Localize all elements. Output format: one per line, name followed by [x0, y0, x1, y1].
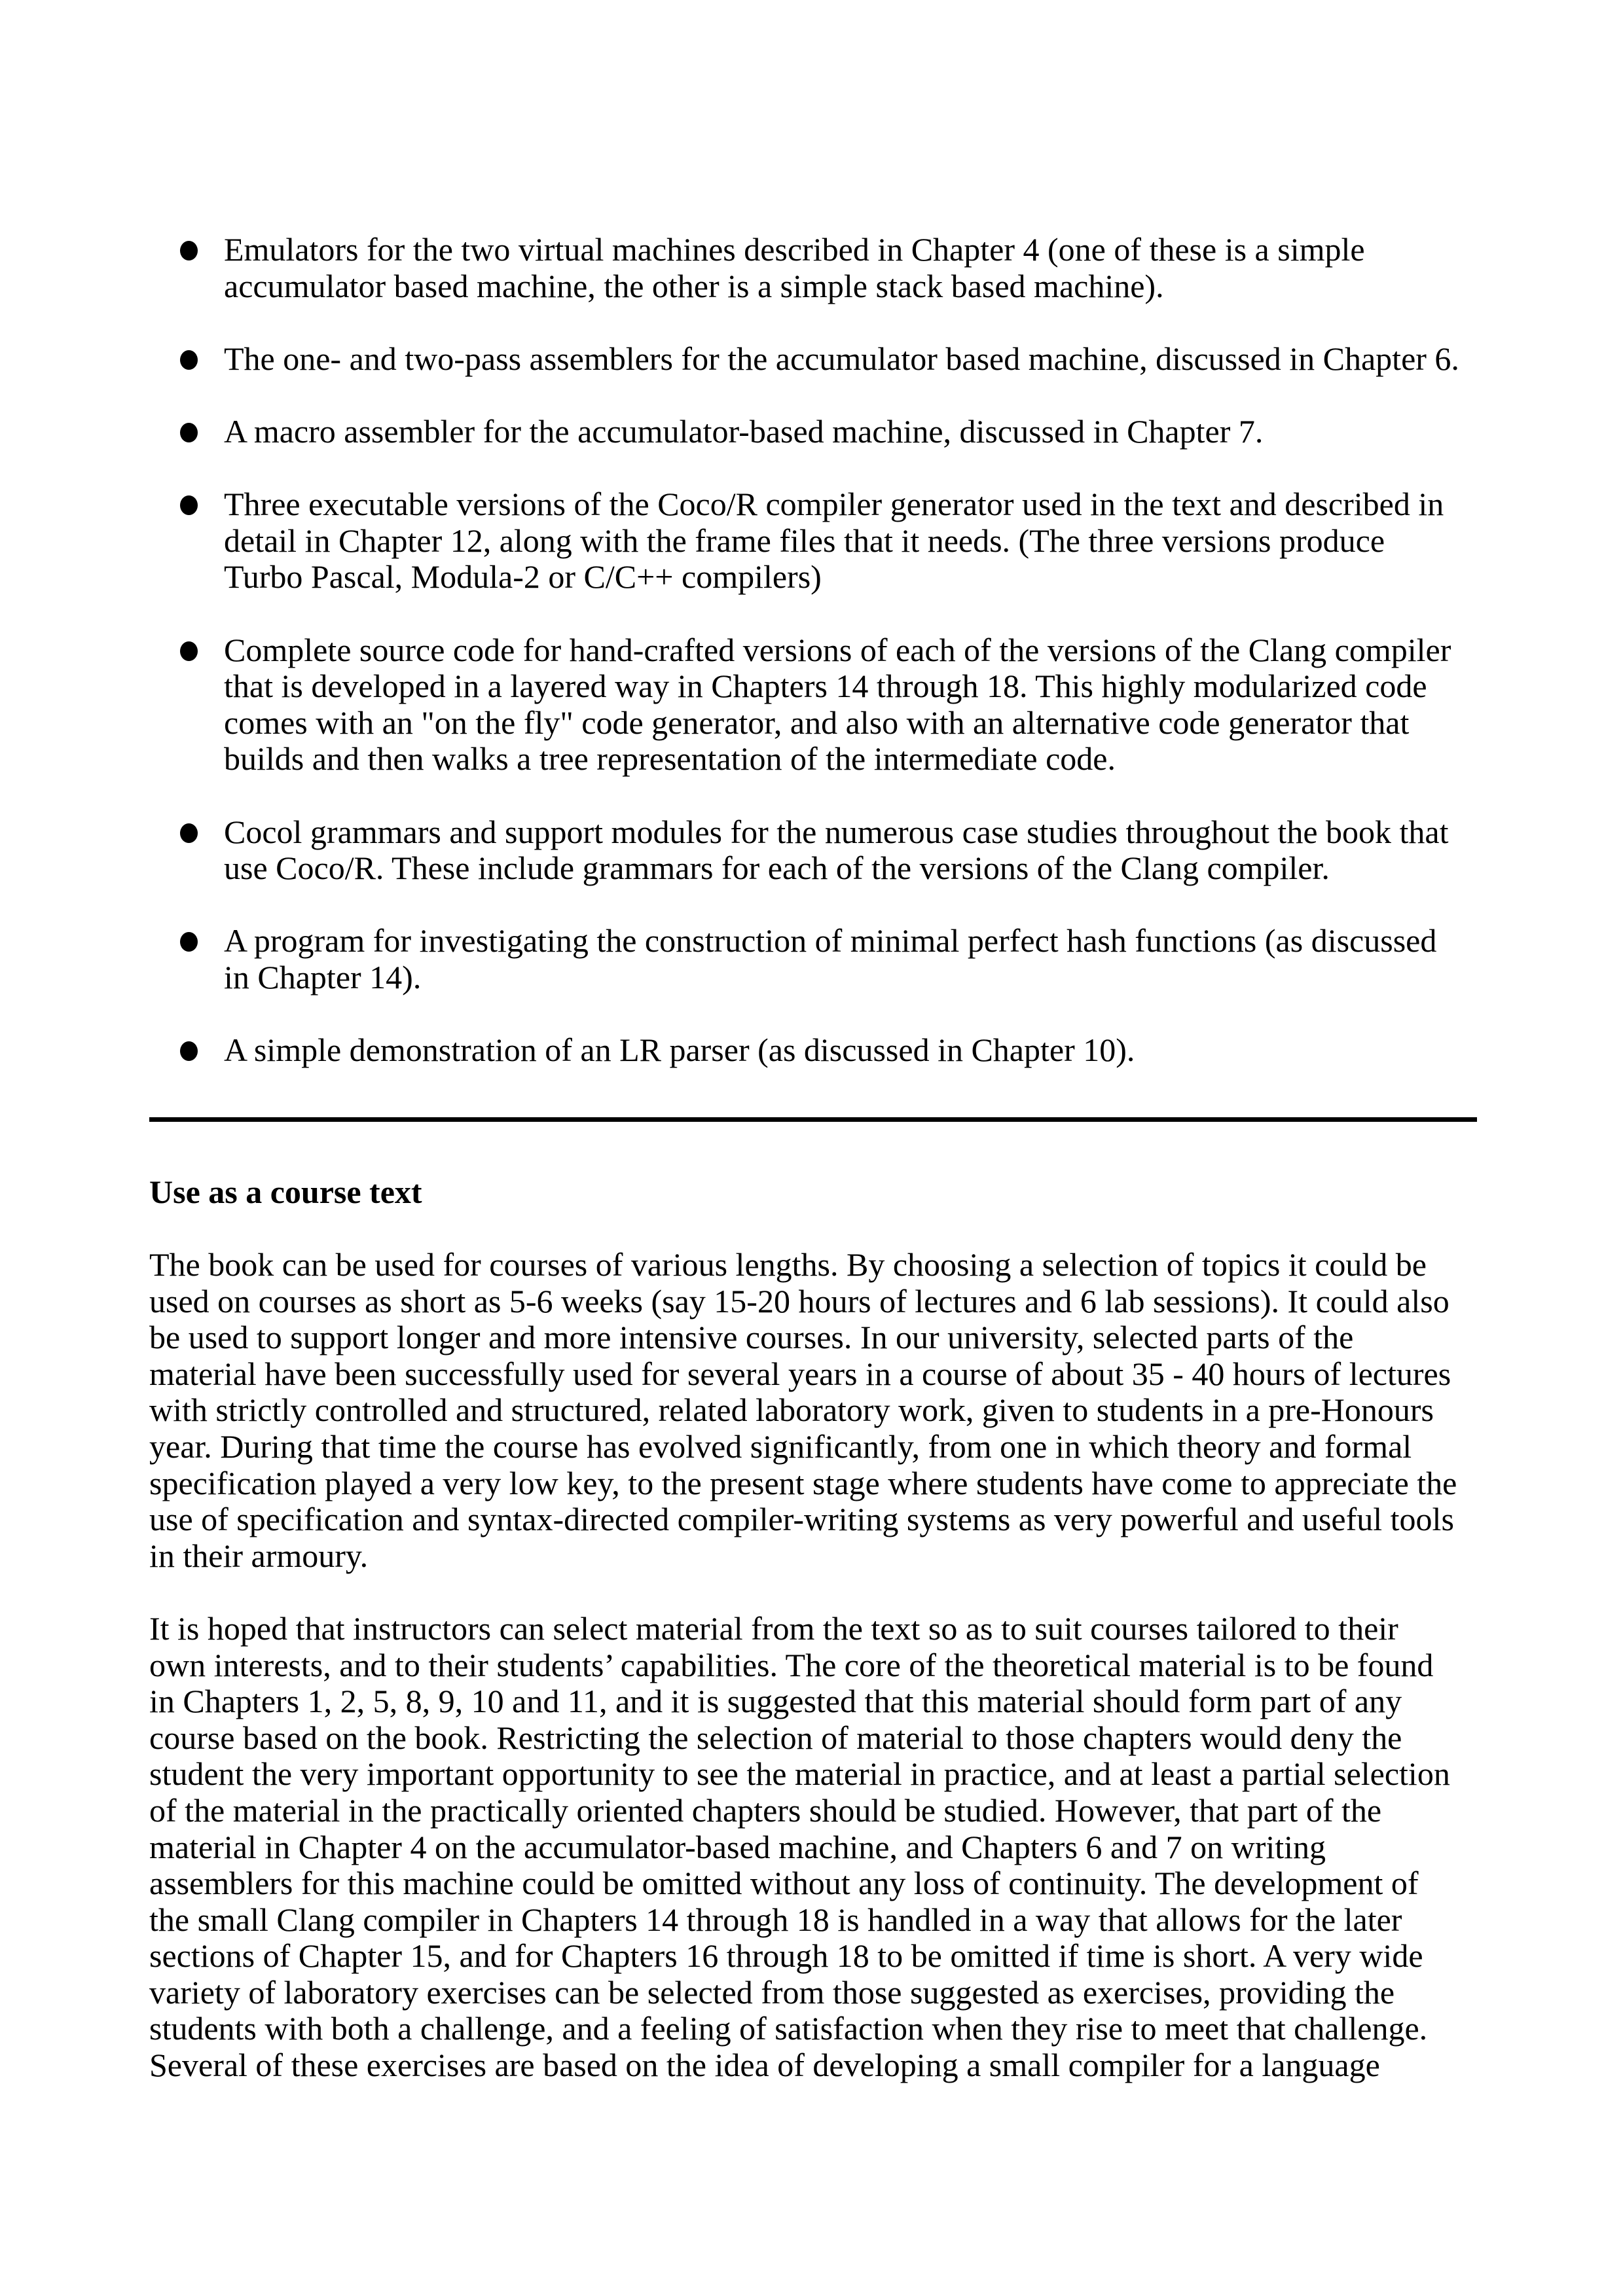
- list-item: [0, 232, 1474, 304]
- list-item: [0, 923, 1474, 996]
- list-item: [0, 814, 1474, 887]
- horizontal-rule: [149, 1117, 1477, 1122]
- text-line: material in Chapter 4 on the accumulator-based machine, and Chapters 6 and 7 on writing: [149, 1828, 1326, 1865]
- bullet-icon: [180, 1041, 198, 1061]
- text-line: year. During that time the course has evolved significantly, from one in which theory and formal: [149, 1427, 1412, 1465]
- text-line: with strictly controlled and structured, related laboratory work, given to students in a pre-Honours: [149, 1391, 1434, 1429]
- paragraph: [149, 1611, 1478, 2084]
- list-item: [0, 341, 1474, 378]
- text-line: own interests, and to their students’ capabilities. The core of the theoretical material is to be found: [149, 1646, 1434, 1683]
- list-item: [0, 414, 1474, 450]
- bullet-icon: [180, 241, 198, 260]
- text-line: assemblers for this machine could be omitted without any loss of continuity. The development of: [149, 1865, 1419, 1902]
- text-line: use Coco/R. These include grammars for each of the versions of the Clang compiler.: [224, 850, 1330, 887]
- bullet-icon: [180, 495, 198, 515]
- text-line: builds and then walks a tree representation of the intermediate code.: [224, 740, 1116, 778]
- text-line: A simple demonstration of an LR parser (as discussed in Chapter 10).: [224, 1031, 1135, 1069]
- paragraph: [149, 1247, 1478, 1574]
- text-line: students with both a challenge, and a feeling of satisfaction when they rise to meet that challenge.: [149, 2010, 1428, 2047]
- text-line: in their armoury.: [149, 1537, 369, 1574]
- text-line: the small Clang compiler in Chapters 14 through 18 is handled in a way that allows for the later: [149, 1901, 1402, 1938]
- bullet-icon: [180, 641, 198, 661]
- text-line: A macro assembler for the accumulator-based machine, discussed in Chapter 7.: [224, 412, 1264, 450]
- text-line: specification played a very low key, to the present stage where students have come to appreciate the: [149, 1464, 1457, 1501]
- text-line: Several of these exercises are based on the idea of developing a small compiler for a language: [149, 2047, 1380, 2084]
- list-item: [0, 632, 1474, 778]
- bullet-icon: [180, 350, 198, 370]
- text-line: that is developed in a layered way in Chapters 14 through 18. This highly modularized code: [224, 668, 1427, 705]
- document-page: [0, 231, 1623, 2084]
- text-line: in Chapters 1, 2, 5, 8, 9, 10 and 11, and it is suggested that this material should form part of any: [149, 1683, 1402, 1720]
- bullet-icon: [180, 823, 198, 843]
- text-line: material have been successfully used for several years in a course of about 35 - 40 hours of lectures: [149, 1355, 1451, 1392]
- text-line: variety of laboratory exercises can be selected from those suggested as exercises, providing the: [149, 1973, 1395, 2011]
- text-line: The one- and two-pass assemblers for the accumulator based machine, discussed in Chapter 6.: [224, 340, 1459, 377]
- text-line: Emulators for the two virtual machines described in Chapter 4 (one of these is a simple: [224, 231, 1365, 268]
- list-item: [0, 486, 1474, 596]
- text-line: accumulator based machine, the other is a simple stack based machine).: [224, 267, 1164, 304]
- text-line: student the very important opportunity to see the material in practice, and at least a partial selection: [149, 1755, 1450, 1793]
- text-line: comes with an "on the fly" code generator, and also with an alternative code generator that: [224, 704, 1410, 741]
- text-line: sections of Chapter 15, and for Chapters 16 through 18 to be omitted if time is short. A very wide: [149, 1937, 1423, 1975]
- text-line: used on courses as short as 5-6 weeks (say 15-20 hours of lectures and 6 lab sessions). It could also: [149, 1282, 1450, 1319]
- text-line: Three executable versions of the Coco/R compiler generator used in the text and described in: [224, 486, 1444, 523]
- text-line: be used to support longer and more intensive courses. In our university, selected parts of the: [149, 1319, 1354, 1356]
- text-line: Cocol grammars and support modules for the numerous case studies throughout the book that: [224, 813, 1449, 850]
- text-line: It is hoped that instructors can select material from the text so as to suit courses tailored to their: [149, 1609, 1398, 1647]
- section-heading: Use as a course text: [149, 1174, 422, 1210]
- text-line: detail in Chapter 12, along with the frame files that it needs. (The three versions produce: [224, 522, 1385, 559]
- text-line: Turbo Pascal, Modula-2 or C/C++ compilers): [224, 558, 822, 596]
- text-line: A program for investigating the construction of minimal perfect hash functions (as discussed: [224, 922, 1437, 960]
- text-line: The book can be used for courses of various lengths. By choosing a selection of topics it could be: [149, 1246, 1427, 1283]
- text-line: use of specification and syntax-directed compiler-writing systems as very powerful and useful tools: [149, 1501, 1454, 1538]
- text-line: Complete source code for hand-crafted versions of each of the versions of the Clang compiler: [224, 631, 1451, 668]
- text-line: course based on the book. Restricting the selection of material to those chapters would deny the: [149, 1719, 1402, 1756]
- bullet-icon: [180, 423, 198, 442]
- bullet-list: [0, 232, 1623, 1069]
- bullet-icon: [180, 932, 198, 952]
- list-item: [0, 1032, 1474, 1069]
- text-line: of the material in the practically oriented chapters should be studied. However, that part of the: [149, 1791, 1382, 1829]
- text-line: in Chapter 14).: [224, 958, 422, 996]
- section-body: [149, 1247, 1478, 2120]
